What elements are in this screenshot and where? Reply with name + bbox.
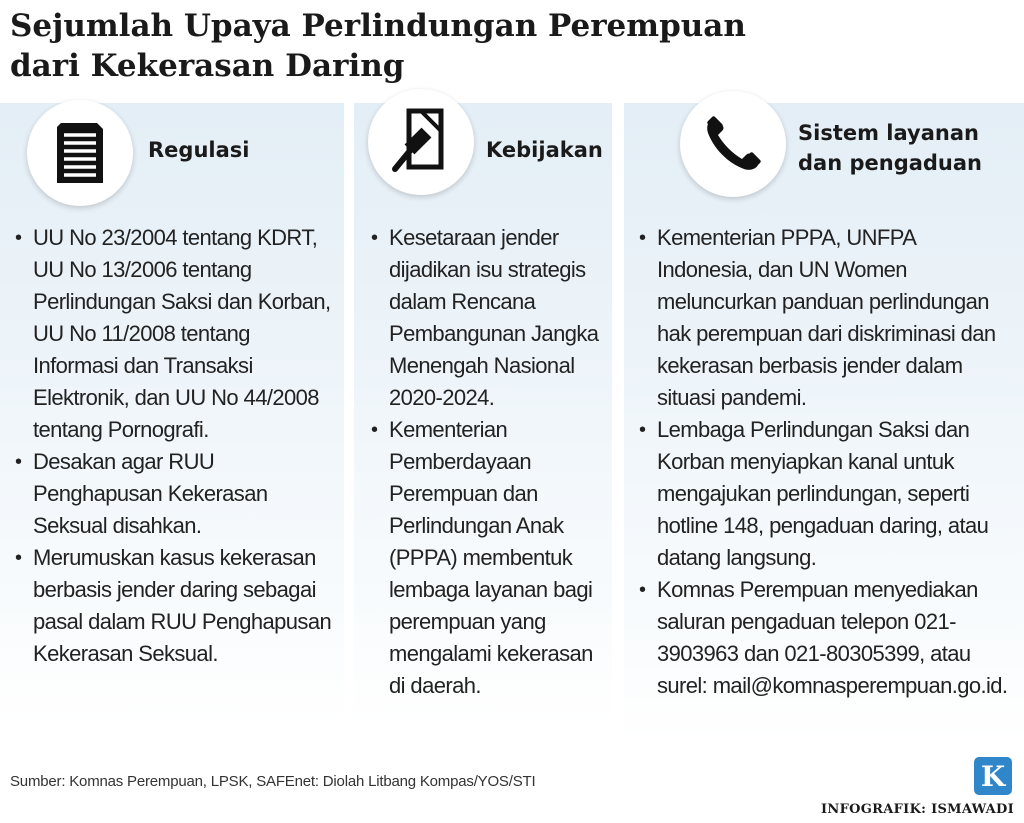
column-title-line: dan pengaduan [798,151,982,175]
document-icon-circle [27,100,133,206]
list-item: • Lembaga Perlindungan Saksi dan Korban menyiapkan kanal untuk mengajukan perlindungan, seperti hotline 148, pengaduan daring, atau datang langsung. [639,414,1014,574]
bullet-list [371,222,608,702]
page-title [10,6,1010,86]
list-item: • Komnas Perempuan menyediakan saluran pengaduan telepon 021-3903963 dan 021-80305399, atau surel: mail@komnasperempuan.go.id. [639,574,1014,702]
document-icon [51,119,109,187]
list-item: • Kementerian PPPA, UNFPA Indonesia, dan UN Women meluncurkan panduan perlindungan hak perempuan dari diskriminasi dan kekerasan berbasis jender dalam situasi pandemi. [639,222,1014,414]
column-title [486,135,603,165]
list-item: • Merumuskan kasus kekerasan berbasis jender daring sebagai pasal dalam RUU Penghapusan Kekerasan Seksual. [15,542,337,670]
list-item: • UU No 23/2004 tentang KDRT, UU No 13/2006 tentang Perlindungan Saksi dan Korban, UU No 11/2008 tentang Informasi dan Transaksi Elektronik, dan UU No 44/2008 tentang Pornografi. [15,222,337,446]
kompas-logo: K [974,757,1012,795]
column-title-line: Kebijakan [486,138,603,162]
bullet-list [15,222,337,670]
column-kebijakan [354,103,612,723]
phone-icon [702,113,764,175]
column-title [148,135,249,165]
column-regulasi [0,103,344,723]
column-title-line: Regulasi [148,138,250,162]
list-item: • Kementerian Pemberdayaan Perempuan dan Perlindungan Anak (PPPA) membentuk lembaga layanan bagi perempuan yang mengalami kekerasan di daerah. [371,414,608,702]
phone-icon-circle [680,91,786,197]
column-title-line: Sistem layanan [798,121,979,145]
bullet-list [639,222,1014,702]
list-item: • Kesetaraan jender dijadikan isu strategis dalam Rencana Pembangunan Jangka Menengah Nasional 2020-2024. [371,222,608,414]
list-item: • Desakan agar RUU Penghapusan Kekerasan Seksual disahkan. [15,446,337,542]
column-sistem-layanan [624,103,1024,743]
title-line-1: Sejumlah Upaya Perlindungan Perempuan [10,8,746,44]
infographic-credit: INFOGRAFIK: ISMAWADI [821,802,1014,817]
title-line-2: dari Kekerasan Daring [10,48,405,84]
gavel-icon-circle [368,89,474,195]
source-note: Sumber: Komnas Perempuan, LPSK, SAFEnet: Diolah Litbang Kompas/YOS/STI [10,773,536,790]
column-title [798,118,982,178]
gavel-document-icon [389,107,453,177]
